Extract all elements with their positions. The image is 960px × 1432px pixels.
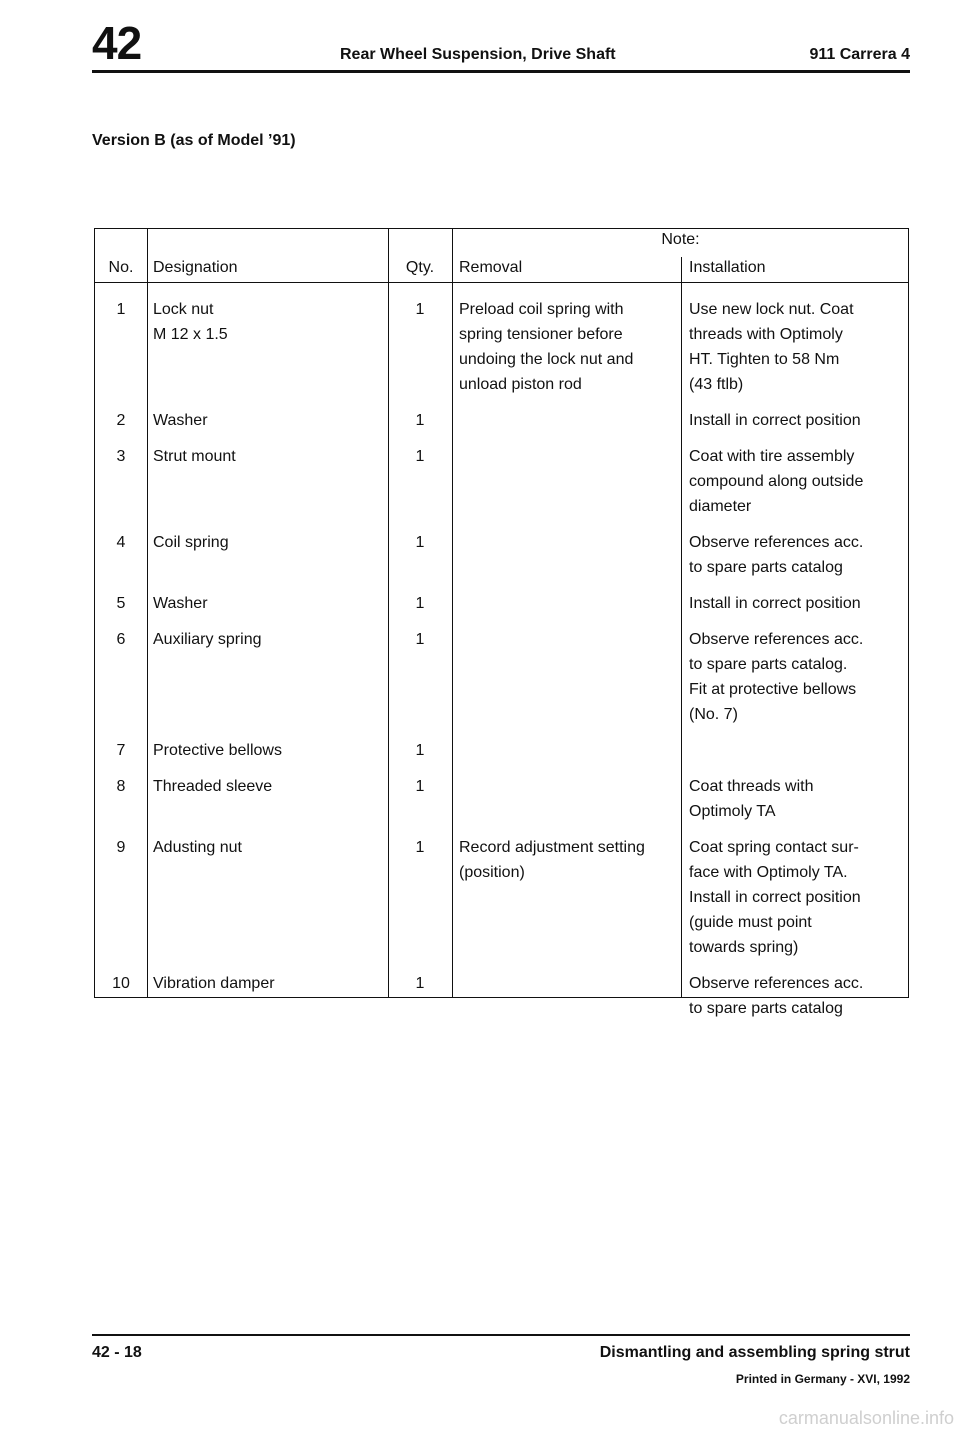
- version-heading: Version B (as of Model ’91): [92, 132, 296, 149]
- chapter-number: 42: [92, 17, 142, 69]
- installation-note: Install in correct position: [689, 889, 861, 906]
- part-number: 8: [116, 778, 126, 795]
- installation-note: (guide must point: [689, 914, 812, 931]
- part-quantity: 1: [415, 412, 425, 429]
- installation-note: Use new lock nut. Coat: [689, 301, 854, 318]
- installation-note: Coat with tire assembly: [689, 448, 855, 465]
- removal-note: undoing the lock nut and: [459, 351, 634, 368]
- part-number: 9: [116, 839, 126, 856]
- column-divider: [452, 229, 453, 997]
- page-number: 42 - 18: [92, 1344, 142, 1361]
- header-designation: Designation: [153, 259, 238, 276]
- column-divider: [681, 257, 682, 997]
- printed-note: Printed in Germany - XVI, 1992: [735, 1372, 910, 1386]
- installation-note: Coat spring contact sur-: [689, 839, 859, 856]
- part-number: 7: [116, 742, 126, 759]
- installation-note: Fit at protective bellows: [689, 681, 857, 698]
- part-quantity: 1: [415, 975, 425, 992]
- header-note: Note:: [661, 231, 700, 248]
- parts-table: [94, 228, 909, 1017]
- header-no: No.: [108, 259, 134, 276]
- part-designation: Strut mount: [153, 448, 236, 465]
- installation-note: Optimoly TA: [689, 803, 776, 820]
- part-number: 6: [116, 631, 126, 648]
- installation-note: face with Optimoly TA.: [689, 864, 848, 881]
- installation-note: towards spring): [689, 939, 799, 956]
- watermark: carmanualsonline.info: [778, 1408, 954, 1428]
- installation-note: diameter: [689, 498, 752, 515]
- part-number: 4: [116, 534, 126, 551]
- installation-note: Observe references acc.: [689, 975, 864, 992]
- part-number: 5: [116, 595, 126, 612]
- installation-note: (No. 7): [689, 706, 738, 723]
- part-quantity: 1: [415, 631, 425, 648]
- removal-note: Preload coil spring with: [459, 301, 624, 318]
- part-quantity: 1: [415, 839, 425, 856]
- installation-note: to spare parts catalog.: [689, 656, 848, 673]
- installation-note: Install in correct position: [689, 412, 861, 429]
- part-number: 3: [116, 448, 126, 465]
- part-designation: Threaded sleeve: [153, 778, 273, 795]
- part-designation: Protective bellows: [153, 742, 282, 759]
- part-designation: Vibration damper: [153, 975, 275, 992]
- removal-note: (position): [459, 864, 525, 881]
- page-title: Rear Wheel Suspension, Drive Shaft: [340, 46, 616, 63]
- part-designation: M 12 x 1.5: [153, 326, 228, 343]
- header-divider: [95, 282, 908, 283]
- part-quantity: 1: [415, 778, 425, 795]
- part-quantity: 1: [415, 742, 425, 759]
- header-qty: Qty.: [405, 259, 435, 276]
- installation-note: threads with Optimoly: [689, 326, 843, 343]
- model-name: 911 Carrera 4: [809, 46, 910, 63]
- removal-note: spring tensioner before: [459, 326, 623, 343]
- part-designation: Adusting nut: [153, 839, 242, 856]
- part-designation: Auxiliary spring: [153, 631, 262, 648]
- part-quantity: 1: [415, 595, 425, 612]
- installation-note: to spare parts catalog: [689, 1000, 843, 1017]
- header-installation: Installation: [689, 259, 766, 276]
- part-quantity: 1: [415, 448, 425, 465]
- column-divider: [147, 229, 148, 997]
- part-designation: Lock nut: [153, 301, 214, 318]
- part-quantity: 1: [415, 534, 425, 551]
- page-footer: [92, 1334, 910, 1396]
- page-header: [92, 18, 910, 73]
- part-number: 2: [116, 412, 126, 429]
- installation-note: Observe references acc.: [689, 631, 864, 648]
- part-designation: Coil spring: [153, 534, 229, 551]
- installation-note: Install in correct position: [689, 595, 861, 612]
- part-quantity: 1: [415, 301, 425, 318]
- installation-note: to spare parts catalog: [689, 559, 843, 576]
- part-designation: Washer: [153, 412, 208, 429]
- header-removal: Removal: [459, 259, 523, 276]
- part-number: 1: [116, 301, 126, 318]
- removal-note: unload piston rod: [459, 376, 582, 393]
- installation-note: Observe references acc.: [689, 534, 864, 551]
- installation-note: HT. Tighten to 58 Nm: [689, 351, 840, 368]
- installation-note: compound along outside: [689, 473, 864, 490]
- part-designation: Washer: [153, 595, 208, 612]
- removal-note: Record adjustment setting: [459, 839, 645, 856]
- installation-note: (43 ftlb): [689, 376, 744, 393]
- section-title: Dismantling and assembling spring strut: [599, 1344, 910, 1361]
- installation-note: Coat threads with: [689, 778, 814, 795]
- part-number: 10: [112, 975, 130, 992]
